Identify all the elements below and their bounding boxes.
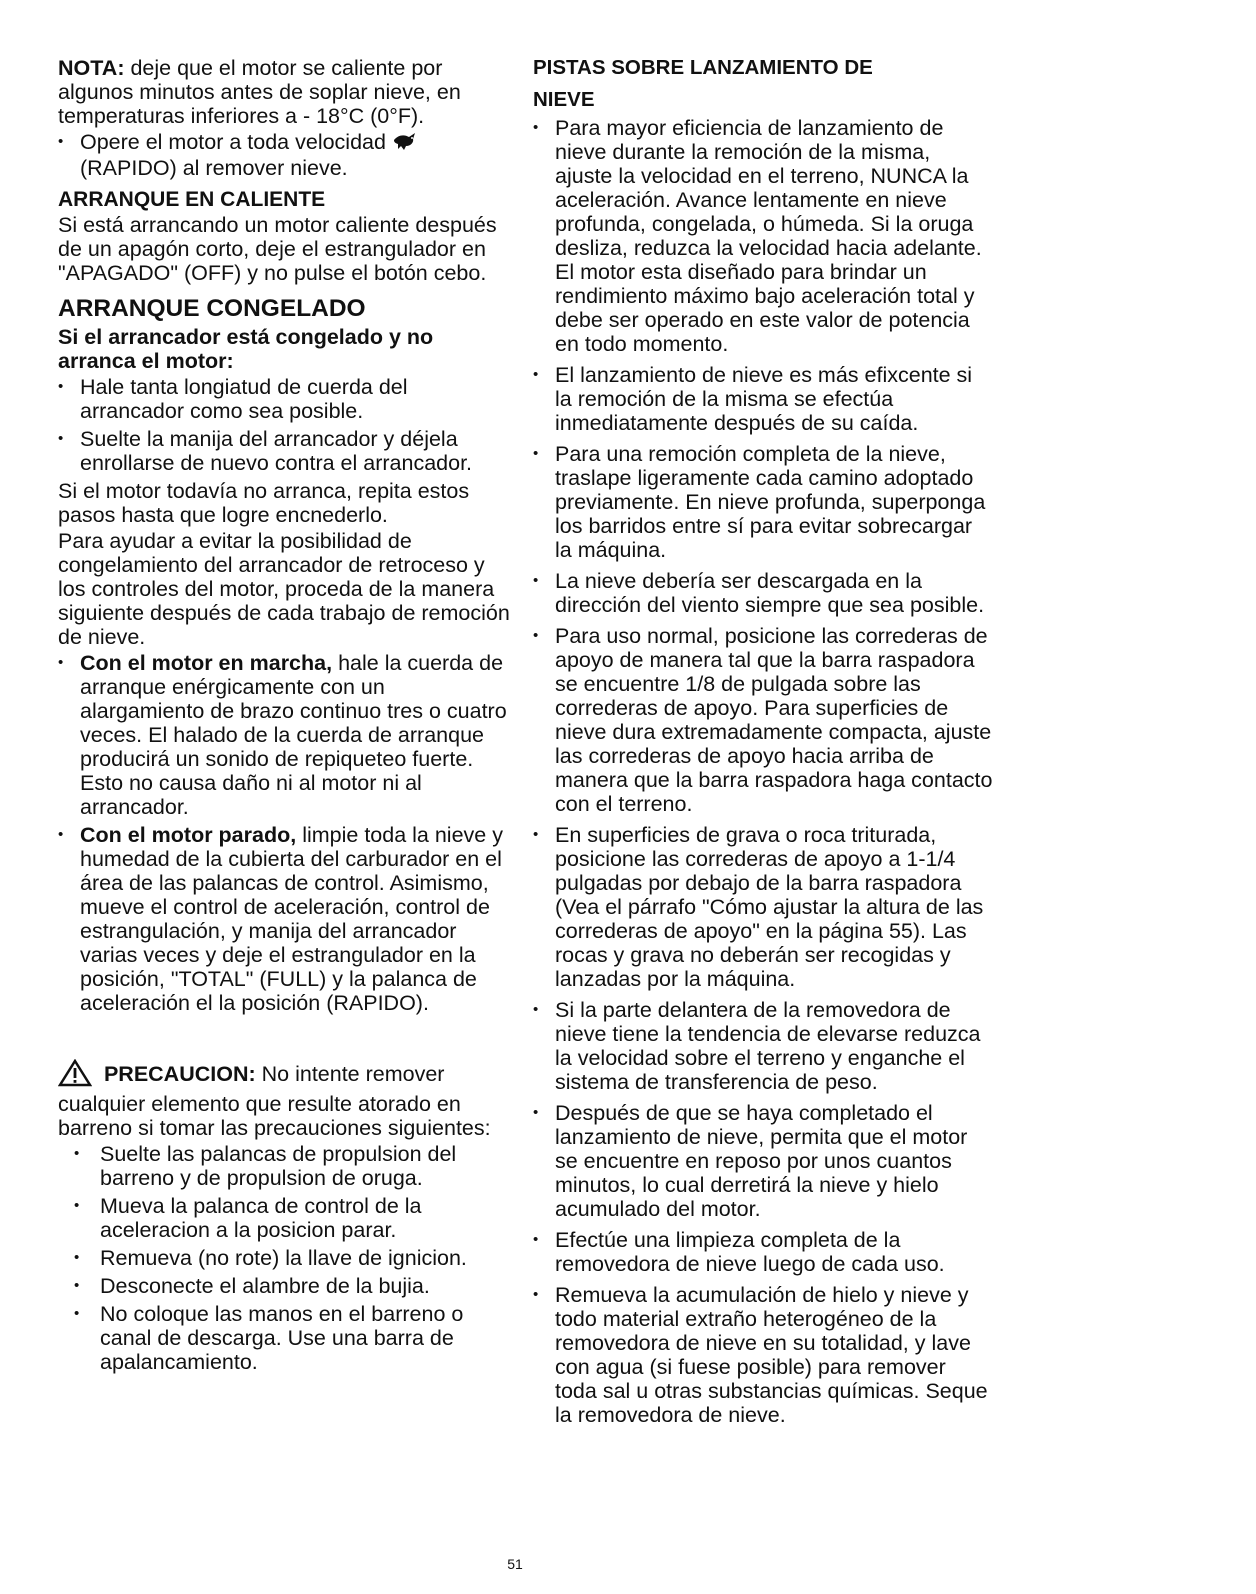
list-item: • Para una remoción completa de la nieve, traslape ligeramente cada camino adoptado previamente. En nieve profunda, superponga los barridos entre sí para evitar sobrecargar la máquina. bbox=[533, 442, 993, 562]
left-column bbox=[58, 56, 510, 1378]
note-bullet-list bbox=[58, 130, 510, 180]
frozen-start-heading: ARRANQUE CONGELADO bbox=[58, 294, 366, 322]
tips-heading-line-2: NIEVE bbox=[533, 88, 595, 111]
list-item: • Suelte las palancas de propulsion del barreno y de propulsion de oruga. bbox=[58, 1142, 510, 1190]
warning-triangle-icon bbox=[58, 1059, 92, 1092]
list-item: • Para mayor eficiencia de lanzamiento de nieve durante la remoción de la misma, ajuste la velocidad en el terreno, NUNCA la aceleración. Avance lentamente en nieve profunda, congelada, o húmeda. Si la oruga desliza, reduzca la velocidad hacia adelante. El motor esta diseñado para brindar un rendimiento máximo bajo aceleración total y debe ser operado en este valor de potencia en todo momento. bbox=[533, 116, 993, 356]
list-item: • Remueva la acumulación de hielo y nieve y todo material extraño heterogéneo de la removedora de nieve en su totalidad, y lave con agua (si fuese posible) para remover toda sal u otras substancias químicas. Seque la removedora de nieve. bbox=[533, 1283, 993, 1427]
list-item: • La nieve debería ser descargada en la dirección del viento siempre que sea posible. bbox=[533, 569, 993, 617]
note-bullet bbox=[58, 130, 510, 180]
frozen-start-bullets bbox=[58, 375, 510, 475]
running-lead: Con el motor en marcha, bbox=[80, 650, 333, 675]
note-text: deje que el motor se caliente por algunos minutos antes de soplar nieve, en temperaturas inferiores a - 18°C (0°F). bbox=[58, 56, 461, 128]
list-item: • Después de que se haya completado el lanzamiento de nieve, permita que el motor se encuentre en reposo por unos cuantos minutos, lo cual derretirá la nieve y hielo acumulado del motor. bbox=[533, 1101, 993, 1221]
frozen-start-subheading: Si el arrancador está congelado y no arranca el motor: bbox=[58, 324, 434, 373]
tips-bullets bbox=[533, 116, 993, 1427]
warm-start-text: Si está arrancando un motor caliente después de un apagón corto, deje el estrangulador en "APAGADO" (OFF) y no pulse el botón cebo. bbox=[58, 212, 497, 285]
frozen-paragraph-2: Para ayudar a evitar la posibilidad de congelamiento del arrancador de retroceso y los controles del motor, proceda de la manera siguiente después de cada trabajo de remoción de nieve. bbox=[58, 528, 510, 649]
warm-start-heading: ARRANQUE EN CALIENTE bbox=[58, 187, 326, 211]
caution-label: PRECAUCION: bbox=[103, 1062, 256, 1086]
list-item: • Para uso normal, posicione las correderas de apoyo de manera tal que la barra raspadora se encuentre 1/8 de pulgada sobre las correderas de apoyo. Para superficies de nieve dura extremadamente compacta, ajuste las correderas de apoyo hacia arriba de manera que la barra raspadora haga contacto con el terreno. bbox=[533, 624, 993, 816]
stopped-lead: Con el motor parado, bbox=[80, 822, 297, 847]
list-item: • Hale tanta longiatud de cuerda del arrancador como sea posible. bbox=[58, 375, 510, 423]
frozen-paragraph-1: Si el motor todavía no arranca, repita estos pasos hasta que logre encnederlo. bbox=[58, 478, 470, 527]
tips-heading-line-1: PISTAS SOBRE LANZAMIENTO DE bbox=[533, 56, 873, 79]
list-item: • Remueva (no rote) la llave de ignicion. bbox=[58, 1246, 510, 1270]
note-bullet-text: Opere el motor a toda velocidad bbox=[80, 130, 386, 154]
caution-text: No intente remover cualquier elemento que resulte atorado en barreno si tomar las precauciones siguientes: bbox=[58, 1062, 491, 1140]
page-number: 51 bbox=[507, 1556, 523, 1572]
list-item: • Mueva la palanca de control de la aceleracion a la posicion parar. bbox=[58, 1194, 510, 1242]
list-item: • En superficies de grava o roca triturada, posicione las correderas de apoyo a 1-1/4 pulgadas por debajo de la barra raspadora (Vea el párrafo "Cómo ajustar la altura de las correderas de apoyo" en la página 55). Las rocas y grava no deberán ser recogidas y lanzadas por la máquina. bbox=[533, 823, 993, 991]
list-item bbox=[58, 651, 510, 819]
list-item: • Desconecte el alambre de la bujia. bbox=[58, 1274, 510, 1298]
list-item: • El lanzamiento de nieve es más efixcente si la remoción de la misma se efectúa inmediatamente después de su caída. bbox=[533, 363, 993, 435]
list-item: • Suelte la manija del arrancador y déjela enrollarse de nuevo contra el arrancador. bbox=[58, 427, 510, 475]
engine-state-bullets bbox=[58, 651, 510, 1015]
list-item: • Efectúe una limpieza completa de la removedora de nieve luego de cada uso. bbox=[533, 1228, 993, 1276]
list-item bbox=[58, 823, 510, 1015]
caution-paragraph bbox=[58, 1059, 510, 1140]
note-label: NOTA: bbox=[58, 56, 125, 80]
rabbit-fast-speed-icon bbox=[392, 131, 418, 156]
stopped-text: limpie toda la nieve y humedad de la cubierta del carburador en el área de las palancas de control. Asimismo, mueve el control de aceleración, control de estrangulación, y manija del arrancador varias veces y deje el estrangulador en la posición, "TOTAL" (FULL) y la palanca de aceleración el la posición (RAPIDO). bbox=[80, 822, 503, 1015]
note-paragraph bbox=[58, 56, 510, 128]
list-item: • Si la parte delantera de la removedora de nieve tiene la tendencia de elevarse reduzca la velocidad sobre el terreno y enganche el sistema de transferencia de peso. bbox=[533, 998, 993, 1094]
running-text: hale la cuerda de arranque enérgicamente con un alargamiento de brazo continuo tres o cuatro veces. El halado de la cuerda de arranque producirá un sonido de repiqueteo fuerte. Esto no causa daño ni al motor ni al arrancador. bbox=[80, 650, 507, 819]
list-item: • No coloque las manos en el barreno o canal de descarga. Use una barra de apalancamiento. bbox=[58, 1302, 510, 1374]
right-column bbox=[533, 56, 993, 1434]
caution-bullets bbox=[58, 1142, 510, 1374]
note-bullet-text-2: (RAPIDO) al remover nieve. bbox=[80, 155, 348, 180]
